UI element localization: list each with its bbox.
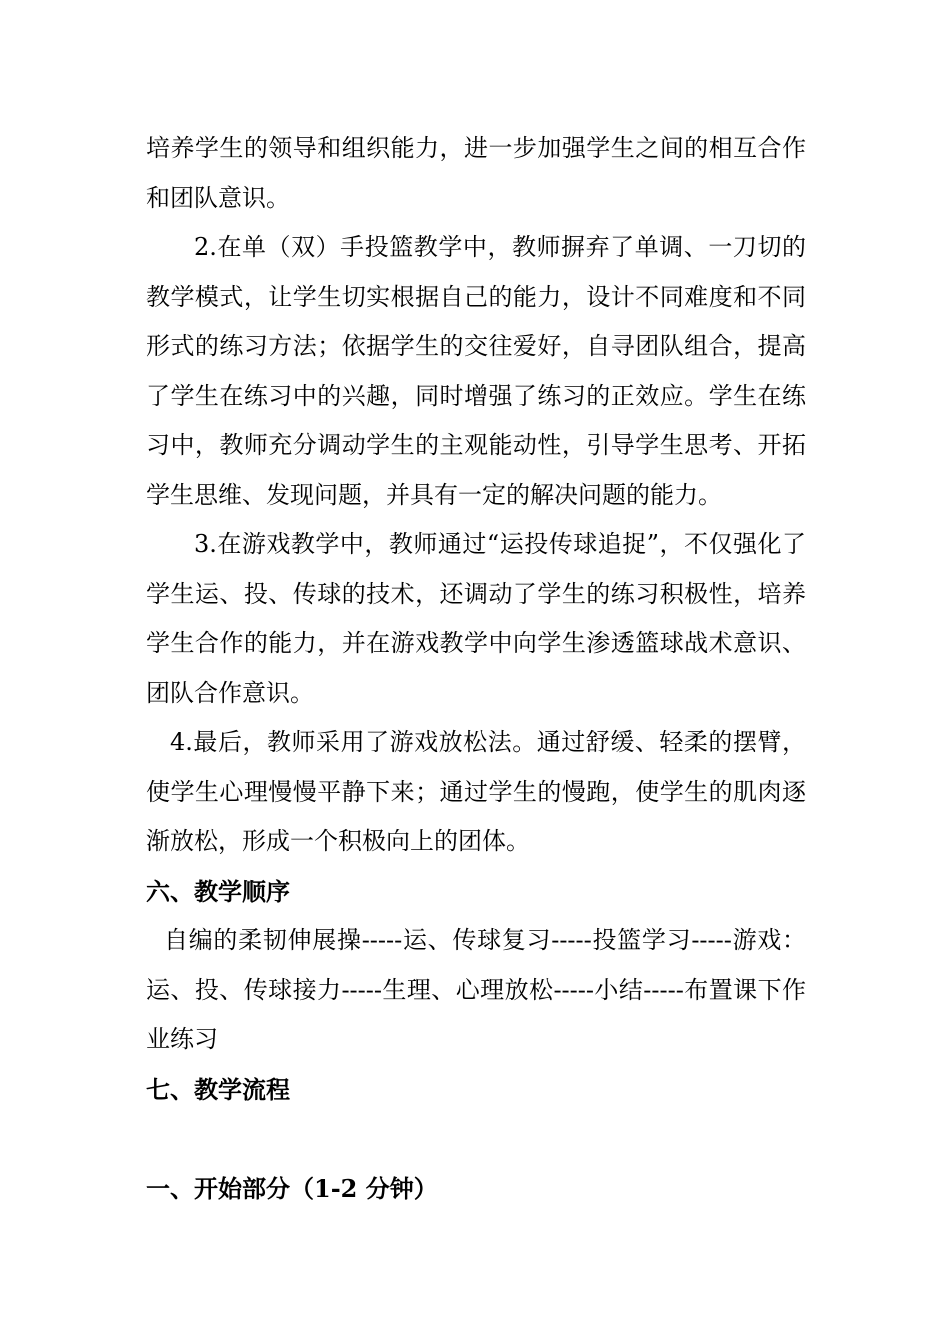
blank-line [146, 1114, 806, 1164]
document-body [146, 124, 806, 1213]
paragraph-relaxation: 4.最后，教师采用了游戏放松法。通过舒缓、轻柔的摆臂，使学生心理慢慢平静下来；通过学生的慢跑，使学生的肌肉逐渐放松，形成一个积极向上的团体。 [146, 728, 806, 855]
paragraph-shooting-teaching: 2.在单（双）手投篮教学中，教师摒弃了单调、一刀切的教学模式，让学生切实根据自己的能力，设计不同难度和不同形式的练习方法；依据学生的交往爱好，自寻团队组合，提高了学生在练习中的兴趣，同时增强了练习的正效应。学生在练习中，教师充分调动学生的主观能动性，引导学生思考、开拓学生思维、发现问题，并具有一定的解决问题的能力。 [146, 233, 806, 509]
heading-teaching-process: 七、教学流程 [146, 1074, 290, 1104]
paragraph-teaching-order: 自编的柔韧伸展操-----运、传球复习-----投篮学习-----游戏：运、投、传球接力-----生理、心理放松-----小结-----布置课下作业练习 [146, 926, 806, 1053]
paragraph-team-skills: 培养学生的领导和组织能力，进一步加强学生之间的相互合作和团队意识。 [146, 134, 806, 212]
paragraph-game-teaching: 3.在游戏教学中，教师通过“运投传球追捉”，不仅强化了学生运、投、传球的技术，还调动了学生的练习积极性，培养学生合作的能力，并在游戏教学中向学生渗透篮球战术意识、团队合作意识。 [146, 530, 806, 707]
heading-opening-part: 一、开始部分（1-2 分钟） [146, 1173, 438, 1203]
heading-teaching-order: 六、教学顺序 [146, 876, 290, 906]
